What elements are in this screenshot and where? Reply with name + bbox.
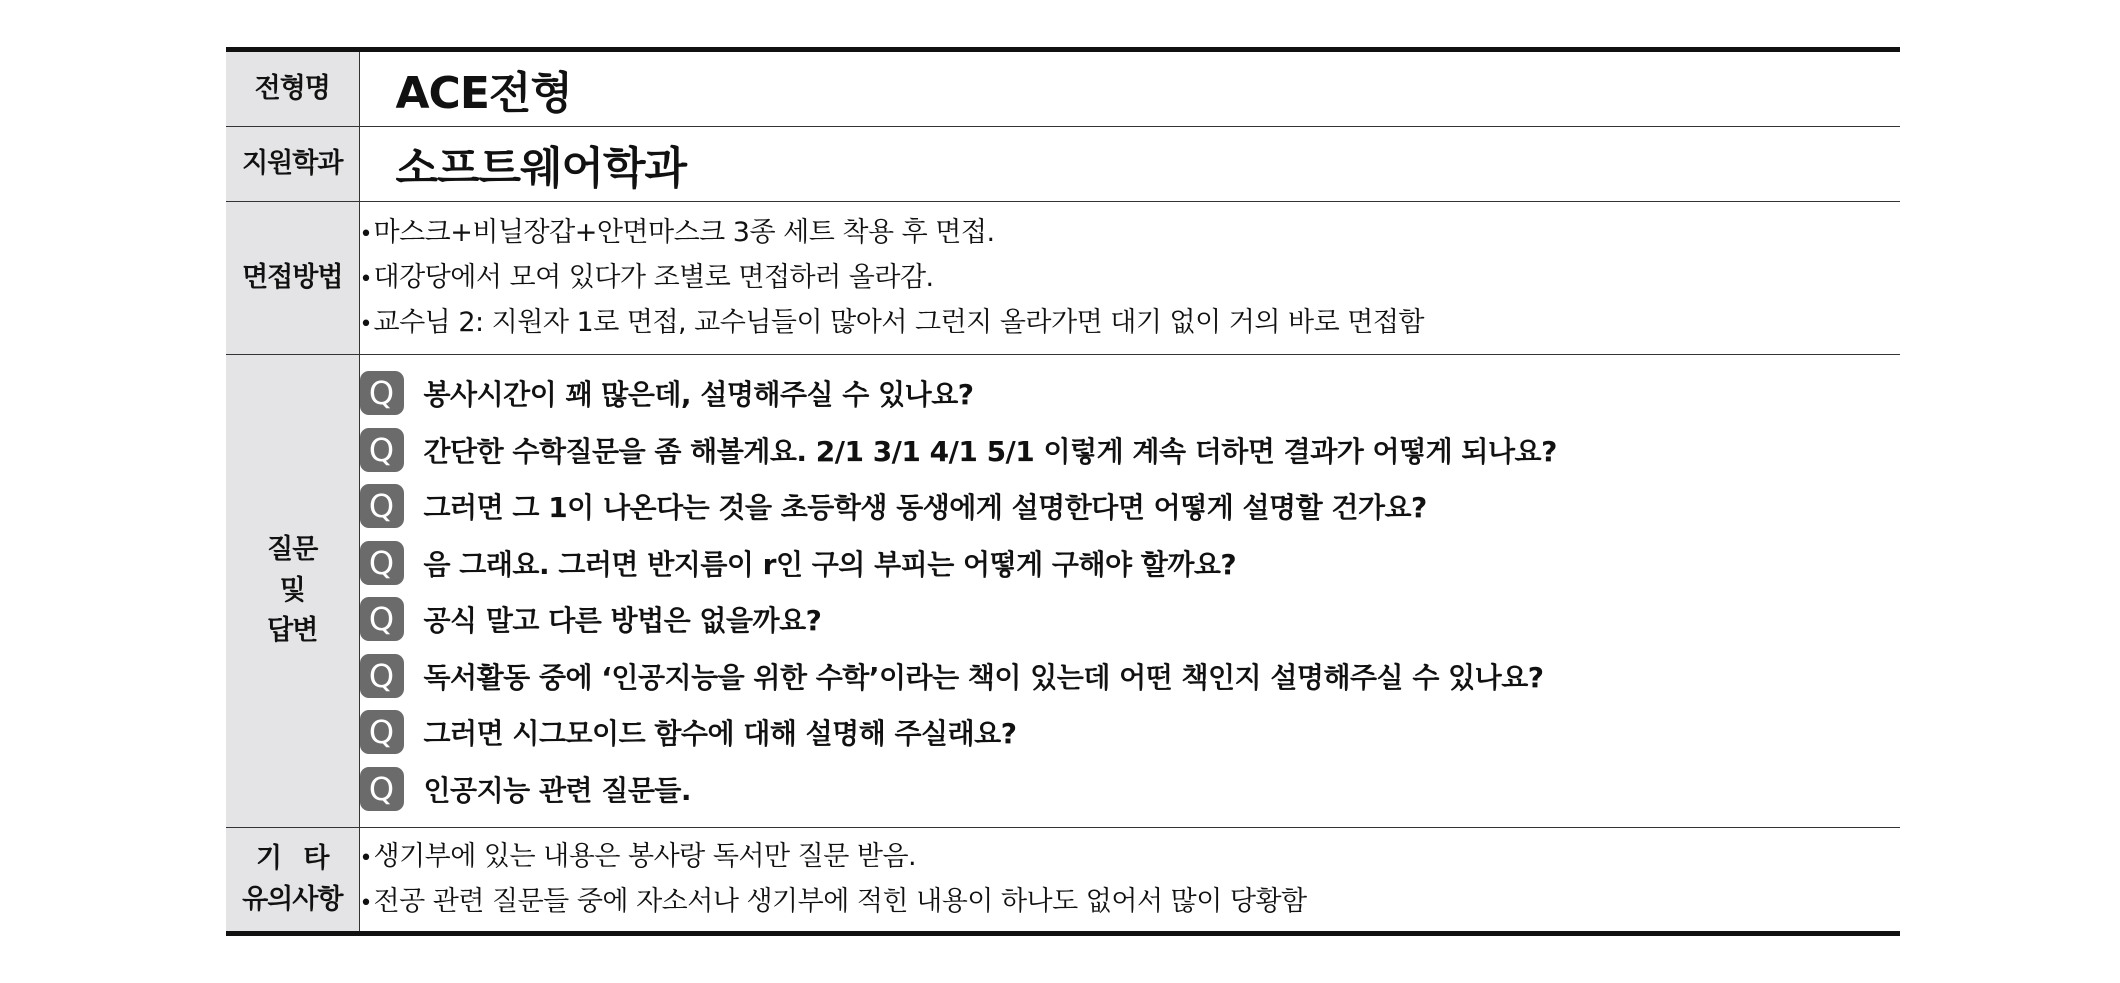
bullet-icon: • [359, 845, 372, 871]
interview-method-content [359, 202, 1900, 355]
q-badge-icon: Q [360, 767, 404, 811]
question-list [360, 355, 1901, 827]
q-badge-icon: Q [360, 710, 404, 754]
question-text: 음 그래요. 그러면 반지름이 r인 구의 부피는 어떻게 구해야 할까요? [423, 547, 1237, 581]
bullet-icon: • [359, 890, 372, 916]
q-badge-icon: Q [360, 371, 404, 415]
question-item [360, 478, 1901, 535]
qa-label: 질문 및 답변 [226, 355, 359, 828]
list-item: •마스크+비닐장갑+안면마스크 3종 세트 착용 후 면접. [360, 211, 1901, 256]
q-badge-icon: Q [360, 654, 404, 698]
admission-type-value: ACE전형 [359, 50, 1900, 127]
other-notes-list [360, 835, 1901, 925]
q-badge-icon: Q [360, 484, 404, 528]
other-notes-content [359, 828, 1900, 934]
bullet-icon: • [359, 311, 372, 337]
question-item [360, 365, 1901, 422]
row-interview-method [226, 202, 1900, 355]
list-item: •생기부에 있는 내용은 봉사랑 독서만 질문 받음. [360, 835, 1901, 880]
department-label: 지원학과 [226, 127, 359, 202]
row-department [226, 127, 1900, 202]
qa-content [359, 355, 1900, 828]
bullet-icon: • [359, 221, 372, 247]
question-item [360, 648, 1901, 705]
interview-method-list [360, 211, 1901, 346]
department-value: 소프트웨어학과 [359, 127, 1900, 202]
other-notes-label: 기 타 유의사항 [226, 828, 359, 934]
list-item: •교수님 2: 지원자 1로 면접, 교수님들이 많아서 그런지 올라가면 대기 없이 거의 바로 면접함 [360, 301, 1901, 346]
question-item [360, 422, 1901, 479]
q-badge-icon: Q [360, 428, 404, 472]
interview-method-label: 면접방법 [226, 202, 359, 355]
bullet-icon: • [359, 266, 372, 292]
list-item: •전공 관련 질문들 중에 자소서나 생기부에 적힌 내용이 하나도 없어서 많이 당황함 [360, 880, 1901, 925]
interview-info-table [226, 47, 1900, 936]
row-other-notes [226, 828, 1900, 934]
row-admission-type [226, 50, 1900, 127]
row-questions-answers [226, 355, 1900, 828]
list-item: •대강당에서 모여 있다가 조별로 면접하러 올라감. [360, 256, 1901, 301]
question-text: 간단한 수학질문을 좀 해볼게요. 2/1 3/1 4/1 5/1 이렇게 계속 더하면 결과가 어떻게 되나요? [423, 434, 1557, 468]
admission-type-label: 전형명 [226, 50, 359, 127]
question-item [360, 704, 1901, 761]
question-item [360, 591, 1901, 648]
question-text: 공식 말고 다른 방법은 없을까요? [423, 604, 822, 638]
question-text: 그러면 그 1이 나온다는 것을 초등학생 동생에게 설명한다면 어떻게 설명할 건가요? [423, 491, 1427, 525]
question-item [360, 761, 1901, 818]
question-text: 인공지능 관련 질문들. [423, 773, 692, 807]
question-text: 그러면 시그모이드 함수에 대해 설명해 주실래요? [423, 717, 1017, 751]
q-badge-icon: Q [360, 541, 404, 585]
question-text: 봉사시간이 꽤 많은데, 설명해주실 수 있나요? [423, 378, 974, 412]
question-item [360, 535, 1901, 592]
q-badge-icon: Q [360, 597, 404, 641]
question-text: 독서활동 중에 ‘인공지능을 위한 수학’이라는 책이 있는데 어떤 책인지 설명해주실 수 있나요? [423, 660, 1544, 694]
